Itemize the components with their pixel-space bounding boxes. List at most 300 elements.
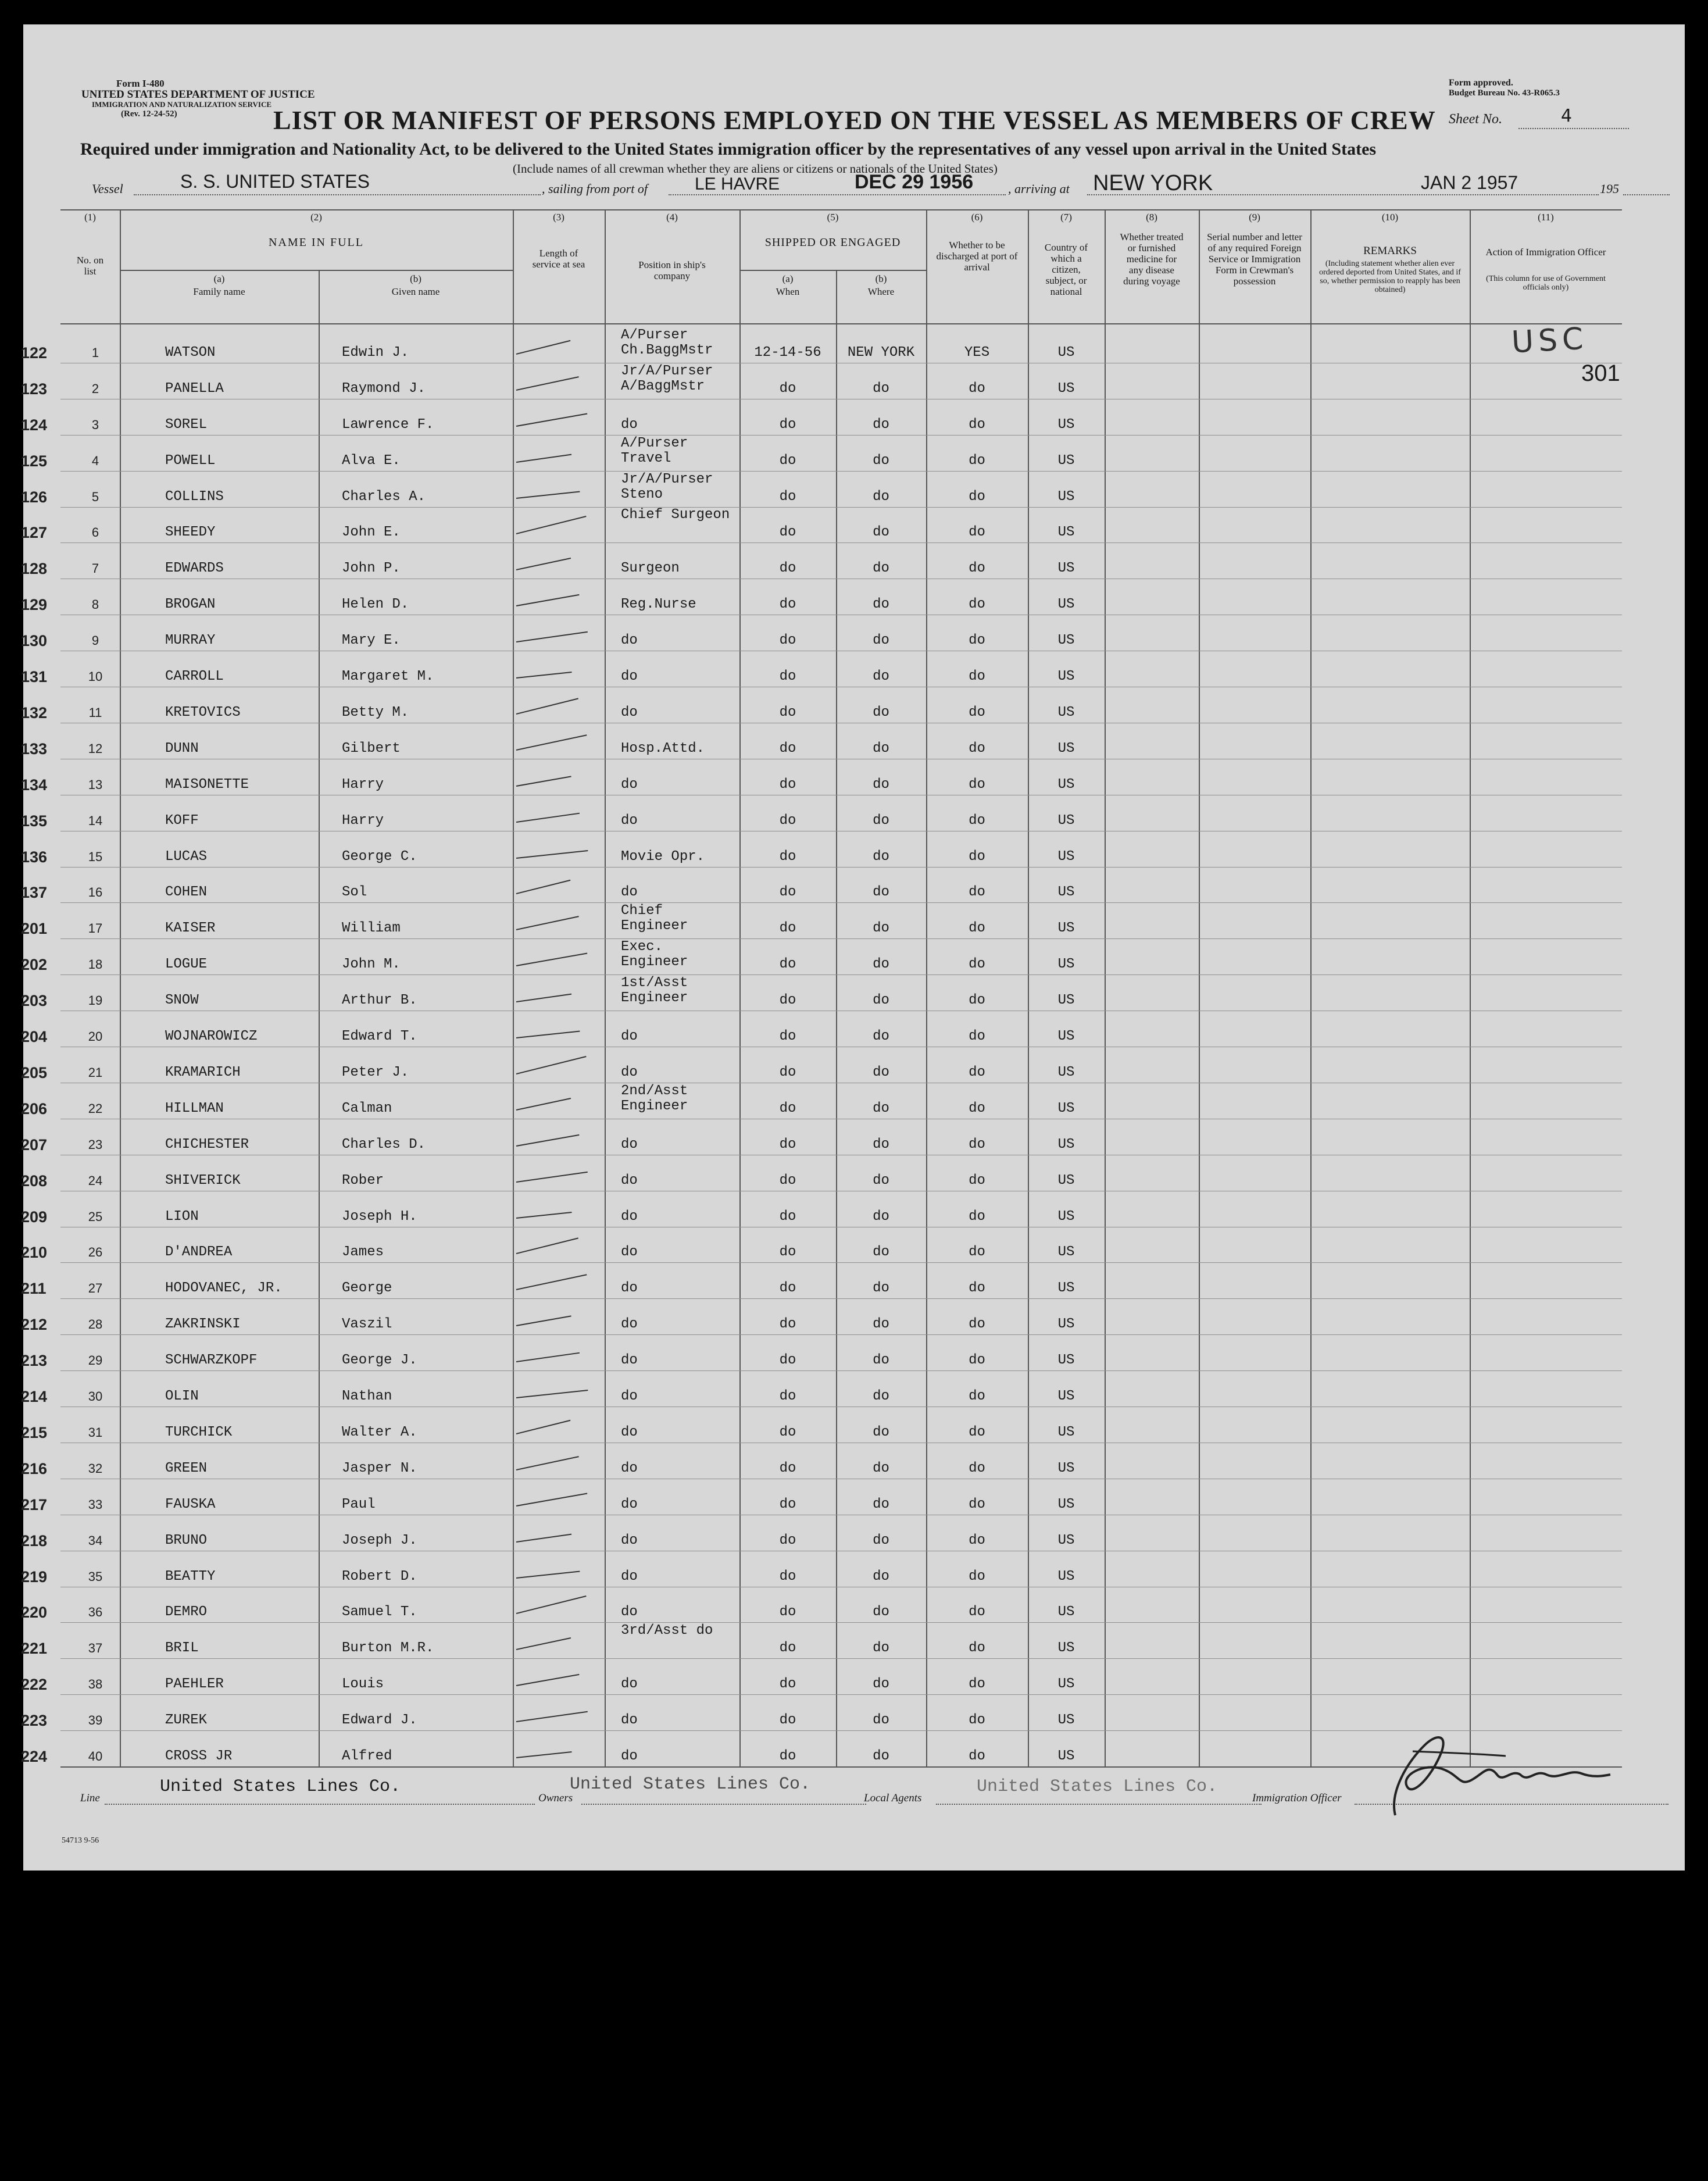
family-name: TURCHICK	[165, 1424, 233, 1440]
print-code: 54713 9-56	[62, 1836, 99, 1845]
col5a-label: When	[776, 286, 800, 297]
sailing-label: , sailing from port of	[542, 181, 648, 196]
check-mark	[516, 880, 571, 894]
given-name: Betty M.	[342, 704, 409, 720]
family-name: CHICHESTER	[165, 1136, 249, 1152]
arrival-date: JAN 2 1957	[1421, 172, 1518, 193]
shipped-when: do	[779, 1388, 796, 1404]
shipped-where: do	[873, 561, 889, 577]
line-number: 9	[91, 633, 99, 648]
shipped-where: do	[873, 669, 889, 684]
discharged: do	[969, 1748, 985, 1764]
col7-label: Country of which a citizen, subject, or national	[1044, 242, 1088, 297]
check-mark	[516, 1711, 588, 1722]
discharged: do	[969, 1316, 985, 1333]
immigration-officer-label: Immigration Officer	[1252, 1792, 1342, 1804]
shipped-when: do	[779, 1208, 796, 1225]
serial-number: 215	[21, 1423, 48, 1441]
check-mark	[516, 1751, 572, 1758]
check-mark	[516, 454, 571, 462]
include-note: (Include names of all crewman whether they are aliens or citizens or nationals of the United States)	[513, 162, 998, 176]
ship-position: do	[621, 1352, 638, 1369]
given-name: Walter A.	[342, 1424, 417, 1440]
country: US	[1057, 1244, 1075, 1261]
check-mark	[516, 340, 571, 355]
department-name: UNITED STATES DEPARTMENT OF JUSTICE	[81, 88, 315, 101]
serial-number: 211	[21, 1280, 47, 1298]
serial-number: 126	[21, 488, 48, 506]
owners-value: United States Lines Co.	[570, 1775, 811, 1794]
header-bottom-border	[60, 323, 1622, 324]
ship-position: Jr/A/Purser A/BaggMstr	[621, 363, 713, 394]
ship-position: do	[621, 1136, 638, 1152]
column-divider	[1199, 209, 1200, 1766]
serial-number: 206	[21, 1100, 48, 1118]
shipped-when: do	[779, 1172, 796, 1188]
sailing-port: LE HAVRE	[695, 174, 780, 194]
shipped-when: do	[779, 633, 796, 649]
line-number: 6	[91, 525, 99, 540]
line-number: 29	[88, 1353, 103, 1368]
family-name: COLLINS	[165, 488, 224, 505]
ship-position: do	[621, 633, 638, 649]
shipped-when: do	[779, 1568, 796, 1584]
col3-number: (3)	[553, 212, 564, 223]
country: US	[1057, 1100, 1075, 1116]
check-mark	[516, 698, 578, 715]
shipped-when: do	[779, 452, 796, 469]
serial-number: 210	[21, 1244, 48, 1262]
ship-position: do	[621, 776, 638, 793]
local-agents-label: Local Agents	[864, 1792, 922, 1804]
discharged: do	[969, 380, 985, 397]
family-name: CROSS JR	[165, 1748, 233, 1764]
family-name: FAUSKA	[165, 1496, 216, 1512]
family-name: HILLMAN	[165, 1100, 224, 1116]
discharged: do	[969, 1568, 985, 1584]
shipped-where: do	[873, 1604, 889, 1620]
given-name: Margaret M.	[342, 669, 434, 684]
serial-number: 209	[21, 1208, 48, 1226]
discharged: do	[969, 956, 985, 973]
line-number: 8	[91, 597, 99, 612]
given-name: Alfred	[342, 1748, 392, 1764]
line-number: 25	[88, 1209, 103, 1224]
name-subheader-line	[120, 270, 513, 271]
serial-number: 218	[21, 1532, 48, 1550]
family-name: ZAKRINSKI	[165, 1316, 241, 1333]
serial-number: 224	[21, 1748, 48, 1765]
ship-position: do	[621, 1568, 638, 1584]
col5-number: (5)	[827, 212, 839, 223]
country: US	[1057, 1496, 1075, 1512]
year-suffix: 195	[1600, 181, 1619, 196]
family-name: SNOW	[165, 993, 199, 1009]
country: US	[1057, 848, 1075, 865]
column-divider	[319, 270, 320, 1766]
check-mark	[516, 776, 571, 787]
line-number: 10	[88, 669, 103, 684]
ship-position: Exec. Engineer	[621, 939, 688, 970]
line-number: 24	[88, 1173, 103, 1188]
shipped-subheader-line	[739, 270, 926, 271]
family-name: DEMRO	[165, 1604, 208, 1620]
shipped-where: do	[873, 1172, 889, 1188]
line-number: 22	[88, 1101, 103, 1116]
given-name: Gilbert	[342, 740, 401, 756]
shipped-when: do	[779, 956, 796, 973]
col2a-label: Family name	[193, 286, 245, 297]
line-number: 3	[91, 417, 99, 432]
country: US	[1057, 1604, 1075, 1620]
check-mark	[516, 376, 579, 391]
line-number: 21	[88, 1065, 103, 1080]
serial-number: 133	[21, 740, 48, 758]
col7-number: (7)	[1060, 212, 1072, 223]
serial-number: 123	[21, 380, 48, 398]
officer-signature	[1372, 1728, 1616, 1821]
shipped-when: do	[779, 1676, 796, 1693]
shipped-where: do	[873, 1748, 889, 1764]
col9-label: Serial number and letter of any required Foreign Service or Immigration Form in Crewman's possession	[1207, 231, 1302, 287]
given-name: John P.	[342, 561, 401, 577]
family-name: LION	[165, 1208, 199, 1225]
check-mark	[516, 953, 587, 967]
discharged: do	[969, 488, 985, 505]
shipped-when: do	[779, 1424, 796, 1440]
check-mark	[516, 491, 580, 498]
check-mark	[516, 1134, 580, 1147]
check-mark	[516, 1352, 580, 1362]
check-mark	[516, 1570, 580, 1578]
shipped-where: do	[873, 1316, 889, 1333]
ship-position: do	[621, 669, 638, 684]
line-number: 33	[88, 1497, 103, 1512]
annotation-301: 301	[1581, 360, 1620, 386]
shipped-where: do	[873, 1496, 889, 1512]
country: US	[1057, 1352, 1075, 1369]
ship-position: Movie Opr.	[621, 848, 705, 865]
shipped-when: do	[779, 524, 796, 541]
discharged: do	[969, 1604, 985, 1620]
shipped-where: do	[873, 597, 889, 613]
country: US	[1057, 1712, 1075, 1729]
shipped-when: do	[779, 380, 796, 397]
serial-number: 132	[21, 704, 48, 722]
line-number: 17	[88, 921, 103, 936]
given-name: John E.	[342, 524, 401, 541]
given-name: Sol	[342, 884, 367, 901]
shipped-when: do	[779, 1280, 796, 1297]
given-name: Samuel T.	[342, 1604, 417, 1620]
country: US	[1057, 812, 1075, 829]
ship-position: do	[621, 1460, 638, 1476]
given-name: William	[342, 920, 401, 937]
family-name: PANELLA	[165, 380, 224, 397]
col10-note: (Including statement whether alien ever ordered deported from United States, and if so, whether permission to reapply has been obtained)	[1319, 259, 1461, 294]
shipped-where: do	[873, 1712, 889, 1729]
col10-number: (10)	[1381, 212, 1399, 223]
shipped-where: do	[873, 1136, 889, 1152]
shipped-where: do	[873, 1676, 889, 1693]
check-mark	[516, 1595, 587, 1614]
line-number: 15	[88, 849, 103, 864]
ship-position: do	[621, 1388, 638, 1404]
given-name: Lawrence F.	[342, 416, 434, 433]
family-name: BEATTY	[165, 1568, 216, 1584]
country: US	[1057, 1532, 1075, 1548]
family-name: CARROLL	[165, 669, 224, 684]
country: US	[1057, 1460, 1075, 1476]
country: US	[1057, 1640, 1075, 1657]
col11-label: Action of Immigration Officer	[1485, 247, 1606, 258]
serial-number: 207	[21, 1136, 48, 1154]
serial-number: 129	[21, 596, 48, 614]
check-mark	[516, 1456, 579, 1470]
ship-position: do	[621, 1208, 638, 1225]
ship-position: 1st/Asst Engineer	[621, 975, 688, 1006]
shipped-where: do	[873, 1208, 889, 1225]
discharged: do	[969, 1388, 985, 1404]
col4-label: Position in ship's company	[638, 259, 706, 281]
family-name: GREEN	[165, 1460, 208, 1476]
shipped-where: do	[873, 416, 889, 433]
family-name: BROGAN	[165, 597, 216, 613]
discharged: do	[969, 1460, 985, 1476]
discharged: do	[969, 704, 985, 720]
given-name: George	[342, 1280, 392, 1297]
line-number: 26	[88, 1245, 103, 1260]
shipped-where: do	[873, 1100, 889, 1116]
ship-position: Chief Surgeon	[621, 507, 730, 523]
serial-number: 221	[21, 1640, 48, 1658]
ship-position: do	[621, 1604, 638, 1620]
check-mark	[516, 413, 587, 427]
ship-position: A/Purser Ch.BaggMstr	[621, 327, 713, 358]
line-number: 4	[91, 453, 99, 468]
given-name: Charles A.	[342, 488, 426, 505]
shipped-when: do	[779, 1316, 796, 1333]
given-name: Burton M.R.	[342, 1640, 434, 1657]
given-name: Edwin J.	[342, 344, 409, 360]
discharged: do	[969, 1100, 985, 1116]
discharged: do	[969, 1244, 985, 1261]
column-divider	[1310, 209, 1312, 1766]
col11-number: (11)	[1538, 212, 1554, 223]
given-name: George C.	[342, 848, 417, 865]
shipped-when: do	[779, 597, 796, 613]
country: US	[1057, 1208, 1075, 1225]
row-divider	[60, 1694, 1622, 1695]
shipped-when: do	[779, 488, 796, 505]
discharged: do	[969, 1136, 985, 1152]
serial-number: 212	[21, 1316, 48, 1334]
country: US	[1057, 669, 1075, 684]
shipped-where: do	[873, 524, 889, 541]
shipped-where: do	[873, 884, 889, 901]
discharged: do	[969, 524, 985, 541]
family-name: LUCAS	[165, 848, 208, 865]
shipped-when: do	[779, 1532, 796, 1548]
col11-note: (This column for use of Government officials only)	[1486, 274, 1606, 292]
document-subtitle: Required under immigration and Nationality Act, to be delivered to the United States immigration officer by the representatives of any vessel upon arrival in the United States	[80, 140, 1377, 159]
line-number: 23	[88, 1137, 103, 1152]
country: US	[1057, 1064, 1075, 1080]
serial-number: 222	[21, 1676, 48, 1694]
row-divider	[60, 471, 1622, 472]
serial-number: 208	[21, 1172, 48, 1190]
shipped-where: do	[873, 1460, 889, 1476]
ship-position: do	[621, 884, 638, 901]
shipped-when: do	[779, 1244, 796, 1261]
ship-position: do	[621, 1172, 638, 1188]
given-name: George J.	[342, 1352, 417, 1369]
family-name: ZUREK	[165, 1712, 208, 1729]
line-number: 20	[88, 1029, 103, 1044]
given-name: Jasper N.	[342, 1460, 417, 1476]
given-name: James	[342, 1244, 384, 1261]
discharged: do	[969, 633, 985, 649]
line-number: 40	[88, 1749, 103, 1764]
shipped-when: do	[779, 561, 796, 577]
country: US	[1057, 1676, 1075, 1693]
given-name: Edward J.	[342, 1712, 417, 1729]
discharged: do	[969, 812, 985, 829]
line-number: 12	[88, 741, 103, 756]
family-name: PAEHLER	[165, 1676, 224, 1693]
discharged: do	[969, 669, 985, 684]
col10-label: REMARKS	[1363, 245, 1417, 257]
country: US	[1057, 956, 1075, 973]
family-name: COHEN	[165, 884, 208, 901]
ship-position: do	[621, 812, 638, 829]
col1-label: No. on list	[76, 255, 104, 277]
line-number: 38	[88, 1677, 103, 1692]
line-number: 32	[88, 1461, 103, 1476]
given-name: Joseph H.	[342, 1208, 417, 1225]
col2a-number: (a)	[213, 273, 225, 284]
line-number: 28	[88, 1317, 103, 1332]
sheet-number: 4	[1561, 106, 1573, 126]
shipped-where: do	[873, 740, 889, 756]
discharged: do	[969, 1064, 985, 1080]
row-divider	[60, 1334, 1622, 1335]
serial-number: 201	[21, 920, 48, 938]
discharged: do	[969, 1640, 985, 1657]
line-number: 31	[88, 1425, 103, 1440]
row-divider	[60, 1370, 1622, 1371]
shipped-when: do	[779, 1029, 796, 1044]
given-name: Robert D.	[342, 1568, 417, 1584]
budget-bureau: Budget Bureau No. 43-R065.3	[1449, 88, 1560, 98]
row-divider	[60, 938, 1622, 939]
ship-position: do	[621, 1496, 638, 1512]
row-divider	[60, 507, 1622, 508]
shipped-when: do	[779, 1352, 796, 1369]
serial-number: 124	[21, 416, 48, 434]
row-divider	[60, 1298, 1622, 1299]
shipped-when: do	[779, 416, 796, 433]
check-mark	[516, 1238, 578, 1255]
ship-position: do	[621, 1064, 638, 1080]
col2-number: (2)	[310, 212, 322, 223]
shipped-where: do	[873, 704, 889, 720]
table-top-border	[60, 209, 1622, 210]
country: US	[1057, 416, 1075, 433]
check-mark	[516, 812, 580, 822]
line-number: 2	[91, 381, 99, 396]
sheet-label: Sheet No.	[1449, 112, 1502, 127]
family-name: OLIN	[165, 1388, 199, 1404]
given-name: Rober	[342, 1172, 384, 1188]
shipped-where: do	[873, 993, 889, 1009]
shipped-when: do	[779, 1460, 796, 1476]
shipped-when: do	[779, 884, 796, 901]
row-divider	[60, 1262, 1622, 1263]
row-divider	[60, 1658, 1622, 1659]
column-divider	[513, 209, 514, 1766]
ship-position: do	[621, 1676, 638, 1693]
family-name: BRUNO	[165, 1532, 208, 1548]
check-mark	[516, 916, 579, 930]
serial-number: 214	[21, 1388, 48, 1405]
line-number: 35	[88, 1569, 103, 1584]
shipped-when: 12-14-56	[754, 344, 821, 360]
line-value: United States Lines Co.	[160, 1777, 401, 1797]
line-number: 1	[91, 345, 99, 360]
serial-number: 122	[21, 344, 48, 362]
country: US	[1057, 1136, 1075, 1152]
given-name: Harry	[342, 812, 384, 829]
discharged: do	[969, 1352, 985, 1369]
serial-number: 216	[21, 1459, 48, 1477]
check-mark	[516, 1390, 588, 1398]
check-mark	[516, 1493, 587, 1507]
col2b-label: Given name	[391, 286, 440, 297]
usc-annotation: USC	[1510, 321, 1589, 360]
row-divider	[60, 867, 1622, 868]
family-name: POWELL	[165, 452, 216, 469]
ship-position: Jr/A/Purser Steno	[621, 471, 713, 502]
line-number: 11	[88, 705, 102, 720]
serial-number: 137	[21, 884, 48, 902]
row-divider	[60, 435, 1622, 436]
arrival-port: NEW YORK	[1093, 171, 1213, 195]
row-divider	[60, 1622, 1622, 1623]
check-mark	[516, 1098, 571, 1111]
shipped-where: do	[873, 812, 889, 829]
line-number: 37	[88, 1641, 103, 1656]
serial-number: 220	[21, 1604, 48, 1622]
col2-label: NAME IN FULL	[269, 236, 364, 249]
serial-number: 205	[21, 1063, 48, 1081]
discharged: do	[969, 1029, 985, 1044]
col5a-number: (a)	[782, 273, 794, 284]
serial-number: 130	[21, 632, 48, 650]
given-name: Raymond J.	[342, 380, 426, 397]
given-name: Helen D.	[342, 597, 409, 613]
sailing-date: DEC 29 1956	[855, 171, 974, 193]
serial-number: 217	[21, 1495, 48, 1514]
check-mark	[516, 994, 571, 1002]
shipped-when: do	[779, 920, 796, 937]
country: US	[1057, 1748, 1075, 1764]
discharged: do	[969, 1208, 985, 1225]
check-mark	[516, 1316, 571, 1327]
family-name: SOREL	[165, 416, 208, 433]
serial-number: 203	[21, 992, 48, 1010]
country: US	[1057, 740, 1075, 756]
